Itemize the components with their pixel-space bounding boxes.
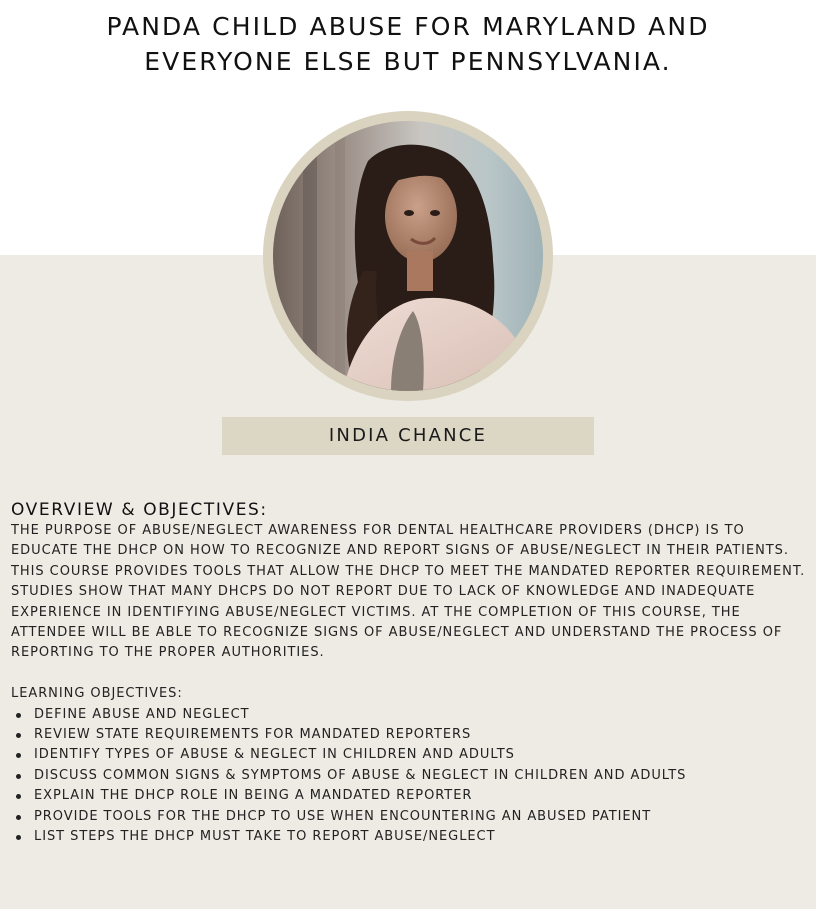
bullet-icon xyxy=(16,753,21,758)
presenter-photo xyxy=(273,121,543,391)
list-item xyxy=(11,725,809,745)
page-title: PANDA CHILD ABUSE FOR MARYLAND AND EVERYONE ELSE BUT PENNSYLVANIA. xyxy=(106,12,710,76)
learning-objectives-list xyxy=(11,705,809,848)
list-item xyxy=(11,766,809,786)
learning-objectives-label: LEARNING OBJECTIVES: xyxy=(11,686,183,702)
objective-text: IDENTIFY TYPES OF ABUSE & NEGLECT IN CHILDREN AND ADULTS xyxy=(34,747,515,763)
overview-body: THE PURPOSE OF ABUSE/NEGLECT AWARENESS FOR DENTAL HEALTHCARE PROVIDERS (DHCP) IS TO EDUCATE THE DHCP ON HOW TO RECOGNIZE AND REPORT SIGNS OF ABUSE/NEGLECT IN THEIR PATIENTS. THIS COURSE PROVIDES TOOLS THAT ALLOW THE DHCP TO MEET THE MANDATED REPORTER REQUIREMENT. STUDIES SHOW THAT MANY DHCPS DO NOT REPORT DUE TO LACK OF KNOWLEDGE AND INADEQUATE EXPERIENCE IN IDENTIFYING ABUSE/NEGLECT VICTIMS. AT THE COMPLETION OF THIS COURSE, THE ATTENDEE WILL BE ABLE TO RECOGNIZE SIGNS OF ABUSE/NEGLECT AND UNDERSTAND THE PROCESS OF REPORTING TO THE PROPER AUTHORITIES. xyxy=(11,523,806,661)
list-item xyxy=(11,786,809,806)
objective-text: DISCUSS COMMON SIGNS & SYMPTOMS OF ABUSE & NEGLECT IN CHILDREN AND ADULTS xyxy=(34,767,687,783)
overview-heading: OVERVIEW & OBJECTIVES: xyxy=(11,500,268,520)
objective-text: LIST STEPS THE DHCP MUST TAKE TO REPORT ABUSE/NEGLECT xyxy=(34,829,496,845)
list-item xyxy=(11,705,809,725)
presenter-photo-frame xyxy=(263,111,553,401)
course-description xyxy=(11,499,809,847)
list-item xyxy=(11,807,809,827)
bullet-icon xyxy=(16,815,21,820)
bullet-icon xyxy=(16,713,21,718)
objective-text: PROVIDE TOOLS FOR THE DHCP TO USE WHEN ENCOUNTERING AN ABUSED PATIENT xyxy=(34,808,652,824)
bullet-icon xyxy=(16,794,21,799)
bullet-icon xyxy=(16,774,21,779)
list-item xyxy=(11,745,809,765)
objective-text: REVIEW STATE REQUIREMENTS FOR MANDATED REPORTERS xyxy=(34,727,472,743)
bullet-icon xyxy=(16,835,21,840)
objective-text: DEFINE ABUSE AND NEGLECT xyxy=(34,706,250,722)
bullet-icon xyxy=(16,733,21,738)
objective-text: EXPLAIN THE DHCP ROLE IN BEING A MANDATED REPORTER xyxy=(34,788,473,804)
list-item xyxy=(11,827,809,847)
presenter-name: INDIA CHANCE xyxy=(222,417,594,455)
